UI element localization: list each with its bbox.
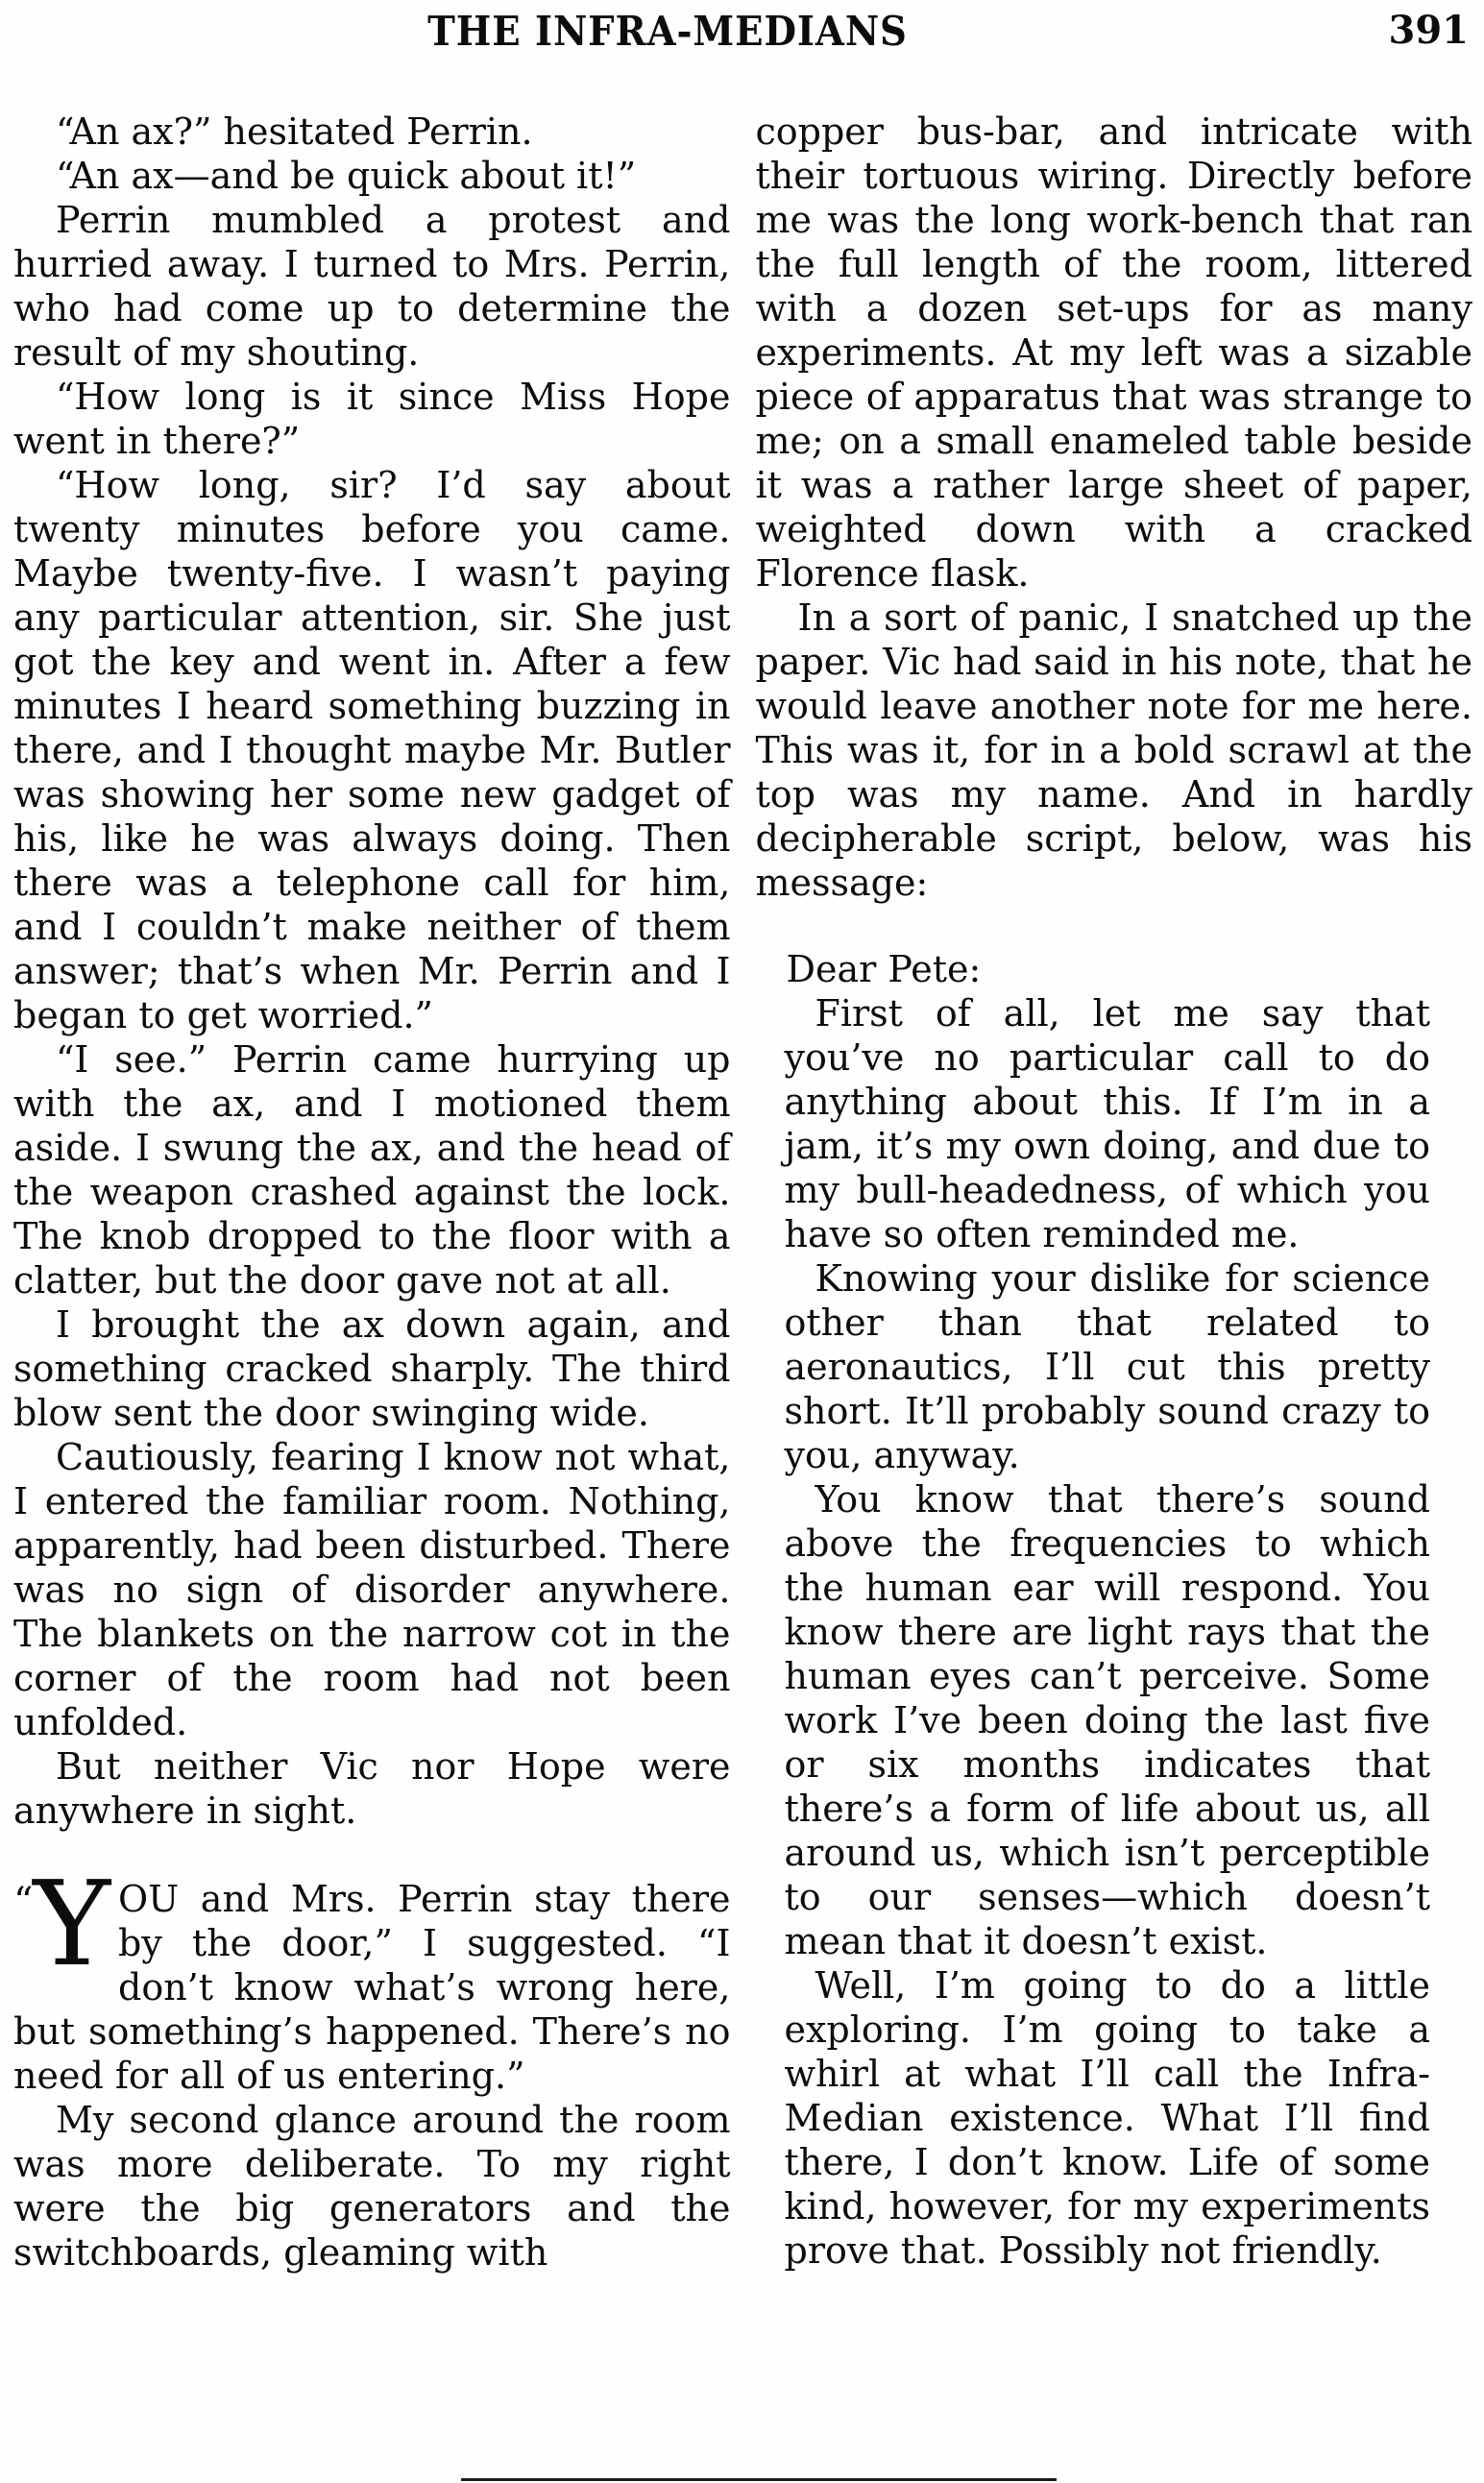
letter-paragraph: You know that there’s sound above the frequencies to which the human ear will respond. You know there are light rays that the human eyes can’t perceive. Some work I’ve been doing the last five or six months indicates that there’s a form of life about us, all around us, which isn’t perceptible to our senses—which doesn’t mean that it doesn’t exist. <box>784 1478 1430 1962</box>
two-column-text <box>0 71 1484 2275</box>
drop-cap-text: OU and Mrs. Perrin stay there by the door,” I suggested. “I don’t know what’s wrong here, but something’s happened. There’s no need for all of us entering.” <box>13 1878 731 2097</box>
paragraph: Perrin mumbled a protest and hurried away. I turned to Mrs. Perrin, who had come up to determine the result of my shouting. <box>13 199 731 374</box>
letter-paragraph: Well, I’m going to do a little exploring. I’m going to take a whirl at what I’ll call the Infra-Median existence. What I’ll find there, I don’t know. Life of some kind, however, for my experiments prove that. Possibly not friendly. <box>784 1964 1430 2272</box>
letter-block <box>785 947 1431 2273</box>
paragraph: “I see.” Perrin came hurrying up with the ax, and I motioned them aside. I swung the ax, and the head of the weapon crashed against the lock. The knob dropped to the floor with a clatter, but the door gave not at all. <box>13 1038 731 1302</box>
letter-paragraph: Knowing your dislike for science other than that related to aeronautics, I’ll cut this pretty short. It’ll probably sound crazy to you, anyway. <box>784 1257 1430 1476</box>
paragraph: In a sort of panic, I snatched up the paper. Vic had said in his note, that he would leave another note for me here. This was it, for in a bold scrawl at the top was my name. And in hardly decipherable script, below, was his message: <box>755 596 1472 904</box>
paragraph: Cautiously, fearing I know not what, I entered the familiar room. Nothing, apparently, had been disturbed. There was no sign of disorder anywhere. The blankets on the narrow cot in the corner of the room had not been unfolded. <box>13 1436 731 1743</box>
scan-artifact-line <box>461 2478 1057 2481</box>
paragraph: I brought the ax down again, and something cracked sharply. The third blow sent the door swinging wide. <box>13 1303 731 1434</box>
paragraph: “How long is it since Miss Hope went in there?” <box>13 376 731 462</box>
letter-salutation: Dear Pete: <box>786 948 982 990</box>
paragraph: “An ax—and be quick about it!” <box>56 155 637 197</box>
paragraph: “An ax?” hesitated Perrin. <box>56 110 533 153</box>
left-column <box>13 110 731 2275</box>
paragraph: copper bus-bar, and intricate with their tortuous wiring. Directly before me was the long work-bench that ran the full length of the room, littered with a dozen set-ups for as many experiments. At my left was a sizable piece of apparatus that was strange to me; on a small enameled table beside it was a rather large sheet of paper, weighted down with a cracked Florence flask. <box>755 110 1472 595</box>
running-head <box>0 0 1484 71</box>
page-title: THE INFRA-MEDIANS <box>427 8 908 55</box>
letter-paragraph: First of all, let me say that you’ve no particular call to do anything about this. If I’m in a jam, it’s my own doing, and due to my bull-headedness, of which you have so often reminded me. <box>784 992 1430 1255</box>
drop-cap-paragraph <box>13 1856 731 2098</box>
paragraph: “How long, sir? I’d say about twenty minutes before you came. Maybe twenty-five. I wasn’t paying any particular attention, sir. She just got the key and went in. After a few minutes I heard something buzzing in there, and I thought maybe Mr. Butler was showing her some new gadget of his, like he was always doing. Then there was a telephone call for him, and I couldn’t make neither of them answer; that’s when Mr. Perrin and I began to get worried.” <box>13 464 731 1036</box>
drop-cap <box>13 1856 110 1992</box>
paragraph: My second glance around the room was more deliberate. To my right were the big generators and the switchboards, gleaming with <box>13 2099 731 2274</box>
right-column <box>756 110 1473 2275</box>
paragraph: But neither Vic nor Hope were anywhere in sight. <box>13 1745 731 1832</box>
page-number: 391 <box>1388 8 1469 53</box>
drop-cap-quote: “ <box>13 1880 34 1924</box>
drop-cap-letter: Y <box>33 1856 110 1992</box>
